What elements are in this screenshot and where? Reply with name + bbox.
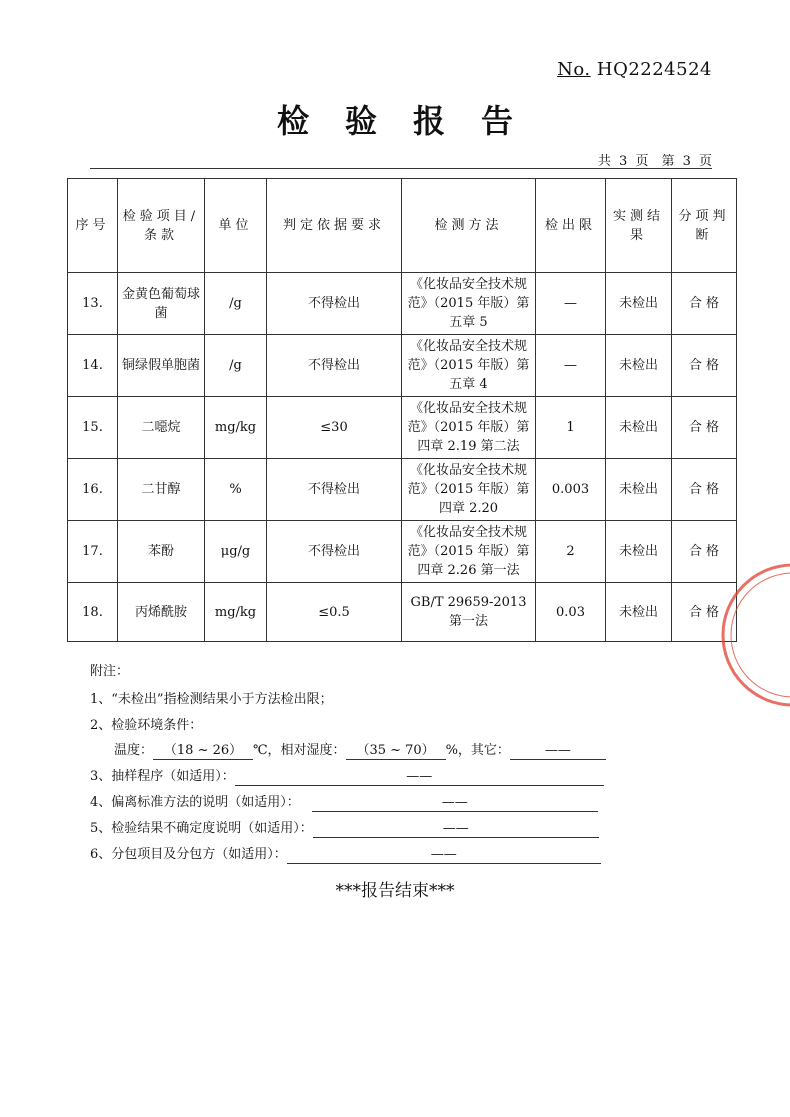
cell-judgement: 合 格 bbox=[672, 397, 737, 459]
cell-result: 未检出 bbox=[606, 521, 672, 583]
page-info: 共 3 页 第 3 页 bbox=[597, 154, 712, 169]
cell-unit: mg/kg bbox=[205, 583, 267, 642]
cell-judgement: 合 格 bbox=[672, 583, 737, 642]
report-number-value: HQ2224524 bbox=[596, 59, 712, 80]
cell-result: 未检出 bbox=[606, 273, 672, 335]
cell-requirement: 不得检出 bbox=[267, 521, 402, 583]
cell-no: 15. bbox=[68, 397, 118, 459]
cell-judgement: 合 格 bbox=[672, 273, 737, 335]
cell-limit: — bbox=[536, 273, 606, 335]
cell-judgement: 合 格 bbox=[672, 521, 737, 583]
cell-method: 《化妆品安全技术规范》（2015 年版）第五章 5 bbox=[402, 273, 536, 335]
cell-item: 二甘醇 bbox=[118, 459, 205, 521]
cell-no: 18. bbox=[68, 583, 118, 642]
page-title: 检验报告 bbox=[276, 102, 549, 140]
cell-limit: 0.003 bbox=[536, 459, 606, 521]
cell-unit: mg/kg bbox=[205, 397, 267, 459]
cell-limit: — bbox=[536, 335, 606, 397]
cell-item: 苯酚 bbox=[118, 521, 205, 583]
cell-requirement: 不得检出 bbox=[267, 459, 402, 521]
humidity-unit: %，其它： bbox=[445, 743, 510, 758]
cell-method: GB/T 29659-2013 第一法 bbox=[402, 583, 536, 642]
notes-heading: 附注： bbox=[90, 664, 130, 679]
cell-unit: μg/g bbox=[205, 521, 267, 583]
table-row bbox=[68, 459, 737, 521]
cell-requirement: ≤0.5 bbox=[267, 583, 402, 642]
report-number-label: No. bbox=[557, 59, 591, 80]
cell-requirement: 不得检出 bbox=[267, 273, 402, 335]
note-5-value: —— bbox=[313, 821, 599, 838]
table-row bbox=[68, 273, 737, 335]
cell-no: 17. bbox=[68, 521, 118, 583]
note-environment bbox=[114, 739, 606, 760]
cell-limit: 0.03 bbox=[536, 583, 606, 642]
cell-requirement: ≤30 bbox=[267, 397, 402, 459]
note-5 bbox=[90, 817, 599, 838]
results-table bbox=[67, 178, 737, 642]
cell-unit: % bbox=[205, 459, 267, 521]
cell-no: 14. bbox=[68, 335, 118, 397]
header-judgement: 分项判断 bbox=[672, 179, 737, 273]
cell-unit: /g bbox=[205, 273, 267, 335]
company-seal-stamp bbox=[718, 560, 790, 710]
temp-unit: ℃，相对湿度： bbox=[253, 743, 346, 758]
report-number bbox=[557, 59, 712, 80]
header-method: 检测方法 bbox=[402, 179, 536, 273]
note-2: 2、检验环境条件： bbox=[90, 718, 203, 733]
note-6-label: 6、分包项目及分包方（如适用）： bbox=[90, 847, 287, 862]
cell-result: 未检出 bbox=[606, 397, 672, 459]
note-4-label: 4、偏离标准方法的说明（如适用）： bbox=[90, 795, 300, 810]
header-unit: 单位 bbox=[205, 179, 267, 273]
table-header-row bbox=[68, 179, 737, 273]
cell-no: 13. bbox=[68, 273, 118, 335]
cell-limit: 1 bbox=[536, 397, 606, 459]
note-3 bbox=[90, 765, 604, 786]
cell-result: 未检出 bbox=[606, 459, 672, 521]
table-row bbox=[68, 397, 737, 459]
temp-value: （18 ~ 26） bbox=[153, 743, 253, 760]
cell-method: 《化妆品安全技术规范》（2015 年版）第四章 2.19 第二法 bbox=[402, 397, 536, 459]
report-end-marker: ***报告结束*** bbox=[335, 881, 455, 901]
cell-result: 未检出 bbox=[606, 583, 672, 642]
note-4-value: —— bbox=[312, 795, 598, 812]
cell-unit: /g bbox=[205, 335, 267, 397]
cell-method: 《化妆品安全技术规范》（2015 年版）第五章 4 bbox=[402, 335, 536, 397]
header-result: 实测结果 bbox=[606, 179, 672, 273]
cell-item: 丙烯酰胺 bbox=[118, 583, 205, 642]
header-item: 检验项目/条款 bbox=[118, 179, 205, 273]
note-1: 1、“未检出”指检测结果小于方法检出限； bbox=[90, 692, 333, 707]
header-divider bbox=[90, 168, 712, 169]
note-5-label: 5、检验结果不确定度说明（如适用）： bbox=[90, 821, 313, 836]
table-row bbox=[68, 335, 737, 397]
cell-item: 金黄色葡萄球菌 bbox=[118, 273, 205, 335]
note-6-value: —— bbox=[287, 847, 601, 864]
cell-item: 二噁烷 bbox=[118, 397, 205, 459]
cell-judgement: 合 格 bbox=[672, 459, 737, 521]
table-row bbox=[68, 521, 737, 583]
cell-no: 16. bbox=[68, 459, 118, 521]
note-3-label: 3、抽样程序（如适用）： bbox=[90, 769, 235, 784]
cell-method: 《化妆品安全技术规范》（2015 年版）第四章 2.20 bbox=[402, 459, 536, 521]
table-row bbox=[68, 583, 737, 642]
cell-requirement: 不得检出 bbox=[267, 335, 402, 397]
cell-result: 未检出 bbox=[606, 335, 672, 397]
cell-method: 《化妆品安全技术规范》（2015 年版）第四章 2.26 第一法 bbox=[402, 521, 536, 583]
header-requirement: 判定依据要求 bbox=[267, 179, 402, 273]
header-limit: 检出限 bbox=[536, 179, 606, 273]
other-value: —— bbox=[510, 743, 606, 760]
cell-limit: 2 bbox=[536, 521, 606, 583]
temp-label: 温度： bbox=[114, 743, 154, 758]
cell-judgement: 合 格 bbox=[672, 335, 737, 397]
humidity-value: （35 ~ 70） bbox=[346, 743, 446, 760]
note-3-value: —— bbox=[235, 769, 604, 786]
header-no: 序号 bbox=[68, 179, 118, 273]
note-4 bbox=[90, 791, 598, 812]
cell-item: 铜绿假单胞菌 bbox=[118, 335, 205, 397]
note-6 bbox=[90, 843, 601, 864]
